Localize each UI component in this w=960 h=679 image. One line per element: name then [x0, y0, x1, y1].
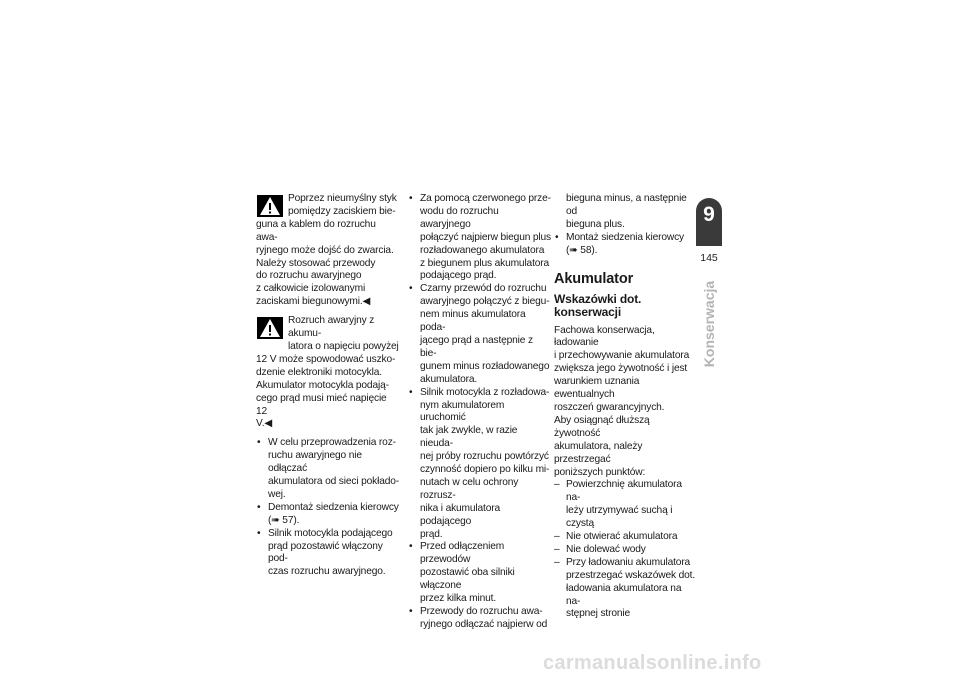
- subsection-heading: Wskazówki dot. konserwacji: [554, 291, 642, 320]
- page-reference[interactable]: (➠ 58).: [566, 244, 598, 256]
- paragraph: Aby osiągnąć dłuższą żywotność akumulatora, należy przestrzegać poniższych punktów:: [554, 414, 650, 478]
- dash-item: – Nie otwierać akumulatora: [554, 531, 697, 544]
- page-number: 145: [700, 252, 718, 264]
- list-item: • W celu przeprowadzenia roz- ruchu awaryjnego nie odłączać akumulatora od sieci pokłado- wej.: [256, 437, 399, 502]
- dash-item: – Nie dolewać wody: [554, 544, 697, 557]
- page-reference[interactable]: (➠ 57).: [268, 514, 300, 526]
- chapter-number: 9: [703, 203, 715, 226]
- list-item: • Przewody do rozruchu awa- ryjnego odłączać najpierw od: [408, 606, 551, 632]
- watermark: carmanualsonline.info: [543, 652, 762, 674]
- paragraph: Fachowa konserwacja, ładowanie i przechowywanie akumulatora zwiększa jego żywotność i jest warunkiem uznania ewentualnych roszczeń gwarancyjnych.: [554, 324, 690, 413]
- list-item: • Silnik motocykla z rozładowa- nym akumulatorem uruchomić tak jak zwykle, w razie nieuda- nej próby rozruchu powtórzyć czynność dopiero po kilku mi- nutach w celu ochrony rozrusz- nika i akumulatora podającego prąd.: [408, 387, 551, 542]
- list-item: • Demontaż siedzenia kierowcy (➠ 57).: [256, 502, 399, 528]
- warning-triangle-icon: [257, 317, 283, 339]
- section-label: Konserwacja: [701, 280, 717, 368]
- warning-short-circuit: [256, 193, 399, 309]
- list-item: • Silnik motocykla podającego prąd pozostawić włączony pod- czas rozruchu awaryjnego.: [256, 528, 399, 580]
- list-item: • Za pomocą czerwonego prze- wodu do rozruchu awaryjnego połączyć najpierw biegun plus rozładowanego akumulatora z biegunem plus akumulatora podającego prąd.: [408, 193, 551, 283]
- warning-text-1: Poprzez nieumyślny styk pomiędzy zaciskiem bie- guna a kablem do rozruchu awa- ryjnego może dojść do zwarcia. Należy stosować przewody do rozruchu awaryjnego z całkowicie izolowanymi zaciskami biegunowymi.◀: [256, 193, 397, 308]
- column-right: [554, 193, 697, 621]
- list-item: • Montaż siedzenia kierowcy (➠ 58).: [554, 232, 697, 258]
- list-item-continued: bieguna minus, a następnie od bieguna plus.: [566, 193, 687, 230]
- column-left: [256, 193, 399, 579]
- dash-item: – Przy ładowaniu akumulatora przestrzegać wskazówek dot. ładowania akumulatora na na- stępnej stronie: [554, 557, 697, 622]
- list-item: • Przed odłączeniem przewodów pozostawić oba silniki włączone przez kilka minut.: [408, 541, 551, 606]
- warning-triangle-icon: [257, 195, 283, 217]
- dash-item: – Powierzchnię akumulatora na- leży utrzymywać suchą i czystą: [554, 479, 697, 531]
- warning-voltage: [256, 315, 399, 431]
- warning-text-2: Rozruch awaryjny z akumu- latora o napięciu powyżej 12 V może spowodować uszko- dzenie elektroniki motocykla. Akumulator motocykla podają- cego prąd musi mieć napięcie 12 V.◀: [256, 315, 399, 430]
- section-heading: Akumulator: [554, 270, 634, 287]
- list-item: • Czarny przewód do rozruchu awaryjnego połączyć z biegu- nem minus akumulatora poda- jącego prąd a następnie z bie- gunem minus rozładowanego akumulatora.: [408, 283, 551, 386]
- column-middle: [408, 193, 551, 632]
